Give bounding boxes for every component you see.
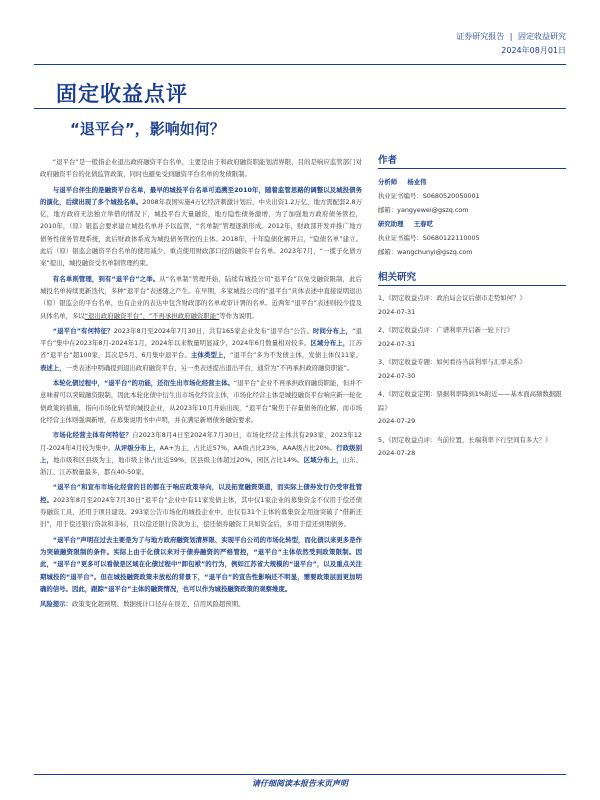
body-text: 地市级和区县级为主，地市级主体占比近59%，区县级主体超过20%，园区占比14%。 — [53, 455, 304, 464]
body-text: 从“名单制”管理开始，陆续有城投公司“退平台”以免受融资限制，此后城投名单持续更新迭代，多种“退平台”表述随之产生。在早期，多家城投公司的“退平台”具体表述中直接说明退出（原）银监会的平台名单，也有企业的表达中包含财政部的名单或审计署的名单。近两年“退平台”表述则较少提及具体名单，多以 — [40, 274, 362, 320]
risk-warning — [40, 598, 362, 610]
analyst-cert: 执业证书编号：S0680520050001 — [378, 192, 480, 200]
related-research — [378, 269, 566, 461]
report-body — [40, 156, 362, 613]
report-subcategory: 固定收益研究 — [518, 32, 566, 41]
highlight-text: 主体类型上， — [191, 351, 231, 360]
body-text: 2023年8月至2024年7月30日“退平台”企业中有11家发债主体，其中仅1家企业的募集资金不仅用于偿还债券融资工具，还用于项目建设。293家公告市场化的城投企业中，也仅有31个主体的募集资金用途突破了“借新还旧”，用于偿还银行贷款和非标，且以偿还银行贷款为主，偿还债券融资工具如资金后，多用于偿还到期债务。 — [40, 495, 363, 529]
header-divider — [34, 64, 566, 65]
assistant-cert: 执业证书编号：S0680122110005 — [378, 234, 480, 242]
report-header-meta — [456, 30, 566, 58]
body-paragraph — [40, 481, 362, 530]
analyst-role: 分析师 — [378, 178, 398, 186]
related-title: 5、《固定收益点评：当前位置，长端利率下行空间有多大？》 — [378, 435, 552, 444]
body-text: 江苏省“退平台”超100家，其次是5月、6月集中退平台。 — [40, 339, 363, 360]
related-date: 2024-07-31 — [378, 307, 416, 316]
body-text: 一类表述中明确提到退出政府融资平台，另一类表述提出退出平台，通常为“不再承担政府融资职能”。 — [65, 363, 354, 372]
report-category: 证券研究报告 — [456, 32, 505, 41]
related-date: 2024-07-31 — [378, 339, 416, 348]
highlight-text: “退平台”和宣布市场化经营的目的都在于响应政策导向，以及拓宽融资渠道，而实际上债券发行仍受审批管控。 — [40, 483, 362, 504]
body-paragraph — [40, 273, 362, 322]
highlight-text: 本轮化债过程中，“退平台”的功能，还衍生出市场化经营主体。 — [52, 379, 234, 388]
highlight-text: 表述上， — [40, 363, 66, 372]
related-item[interactable] — [378, 292, 566, 319]
body-paragraph — [40, 156, 362, 181]
body-text: 2008年我国实施4万亿经济刺激计划后，中央出资1.2万亿，地方需配套2.8万亿，地方政府无法独立举借的情况下，城投平台大量融资，地方隐性债务激增，为了加强地方政府债务管控，2010年，（原）银监会要求建立城投名单并予以监管，“名单制”管理逐渐形成。2012年，财政部开发并推广地方债务性债务管理系统，此后财政体系成为城投债务管控的主体。2018年，十年隐债化解开启，“隐债名单”建立。此后（原）银监会融资平台名单的使用减少，重点使用财政部口径的融资平台名单。2023年7月，“一揽子化债方案”提出，城投融资受名单制管理约束。 — [40, 197, 363, 268]
related-date: 2024-07-28 — [378, 449, 416, 457]
highlight-text: “退平台”有何特征？ — [52, 326, 114, 335]
highlight-text: 时间分布上， — [312, 326, 353, 335]
related-item[interactable] — [378, 356, 566, 383]
footer-divider — [34, 774, 566, 775]
body-paragraph — [40, 377, 362, 426]
highlight-text: 区域分布上， — [303, 455, 343, 464]
analyst-email[interactable]: 邮箱：yangyewei@gszq.com — [378, 206, 469, 214]
underlined-text: “退出政府融资平台”、“不再承担政府融资职能” — [84, 311, 220, 320]
related-title: 3、《固定收益专题：如何看待当前利率与汇率关系》 — [378, 358, 526, 366]
related-heading: 相关研究 — [378, 269, 566, 286]
highlight-text: 从评级分布上， — [114, 443, 160, 452]
body-paragraph — [40, 429, 362, 478]
related-date: 2024-07-29 — [378, 417, 416, 425]
risk-label: 风险提示： — [40, 600, 72, 609]
report-subtitle: “退平台”，影响如何？ — [70, 120, 225, 138]
authors-heading: 作者 — [378, 152, 566, 169]
body-text: “退平台”集中在2023年8月-2024年1月，2024年以来数量明显减少，2024年6月数量相对较多。 — [40, 326, 362, 348]
title-divider — [34, 108, 566, 109]
body-text: “退平台”是一般指企业退出政府融资平台名单，主要是由于和政府融资职能划清界限，目的是响应监管部门对政府融资平台的化债监管政策，同时也避免受到融资平台名单的发债限制。 — [40, 158, 362, 179]
header-separator: | — [509, 32, 513, 41]
related-date: 2024-07-30 — [378, 371, 416, 380]
sidebar — [378, 152, 566, 466]
related-item[interactable] — [378, 324, 566, 351]
highlight-text: 行政级别上， — [40, 443, 363, 464]
highlight-text: 与退平台伴生的是融资平台名单，最早的城投平台名单可追溯至2010年，随着监管思路的调整以及城投债务的演化，后续出现了多个城投名单。 — [40, 185, 362, 206]
document-title: 固定收益点评 — [56, 82, 188, 106]
related-title: 2、《固定收益点评：广谱利率开启新一轮下行》 — [378, 326, 514, 334]
body-text: 山东、浙江、江苏数量最多，都在40-50家。 — [40, 455, 363, 477]
assistant-email[interactable]: 邮箱：wangchunyi@gszq.com — [378, 248, 473, 256]
body-paragraph — [40, 534, 362, 595]
related-item[interactable] — [378, 434, 566, 461]
assistant-name — [378, 217, 566, 231]
body-text: 等作为说明。 — [219, 311, 258, 320]
body-text: 2023年8月至2024年7月30日，共有165家企业发布“退平台”公告。 — [113, 326, 313, 335]
analyst-name — [378, 175, 566, 189]
body-paragraph — [40, 325, 362, 374]
highlight-text: “退平台”声明在过去主要是为了与地方政府融资划清界限、实现平台公司的市场化转型，而化债以来更多是作为突破融资限制的条件。 — [40, 535, 362, 556]
body-text: 自2023年8月4日至2024年7月30日，市场化经营主体共有293家，2023年12月-2024年4月较为集中。 — [40, 431, 362, 452]
analyst-person: 杨业伟 — [407, 178, 427, 186]
related-item[interactable] — [378, 388, 566, 429]
body-paragraph — [40, 184, 362, 270]
assistant-person: 王春呓 — [413, 220, 433, 228]
related-title: 4、《固定收益定期：票据利率降到1%附近——基本面高频数据跟踪》 — [378, 390, 562, 412]
highlight-text: 实际上由于化债以来对于债券融资的严格管控，“退平台”主体依然受到政策限制。因此，“退平台”更多可以看做是区域在化债过程中“卸包袱”的行为，例如江苏省大规模的“退平台”，以及重点关注期城投的“退平台”。但在城投融资政策未放松的背景下，“退平台”的宣告性影响还不明显，需要政策层面更加明确的信号。因此，跟踪“退平台”主体的融资情况，也可以作为城投融资政策的观察维度。 — [40, 547, 363, 593]
assistant-role: 研究助理 — [378, 220, 404, 228]
body-text: “退平台”多为不发债主体，发债主体仅11家。 — [230, 351, 363, 360]
report-date: 2024年08月01日 — [501, 46, 566, 55]
footer-disclaimer: 请仔细阅读本报告末页声明 — [252, 779, 348, 788]
highlight-text: 市场化经营主体有何特征？ — [52, 431, 133, 440]
highlight-text: 区域分布上， — [310, 339, 350, 348]
highlight-text: 有名单则管理，到有“退平台”之举。 — [52, 274, 160, 283]
related-title: 1、《固定收益点评：政治局会议后债市走势如何？》 — [378, 294, 526, 302]
body-text: AA+为主，占比近57%，AA级占比23%，AAA级占比20%。 — [159, 443, 337, 452]
body-text: “退平台”企业不再承担政府融资职能，但并不意味着可以突破融资限制，因此本轮化债中衍生出市场化经营主体，市场化经营主体是城投融资平台响应新一轮化债政策的措施，指向市场化转型的城投企业，从2023年10月开始出现，“退平台”聚焦于存量债务的化解，而市场化经营主体则强调新增，在募集说明书中声明，并在满足新增债务融资要求。 — [40, 379, 363, 424]
risk-text: 政策变化超预期、数据统计口径存在误差、信用风险超预期。 — [71, 600, 245, 609]
